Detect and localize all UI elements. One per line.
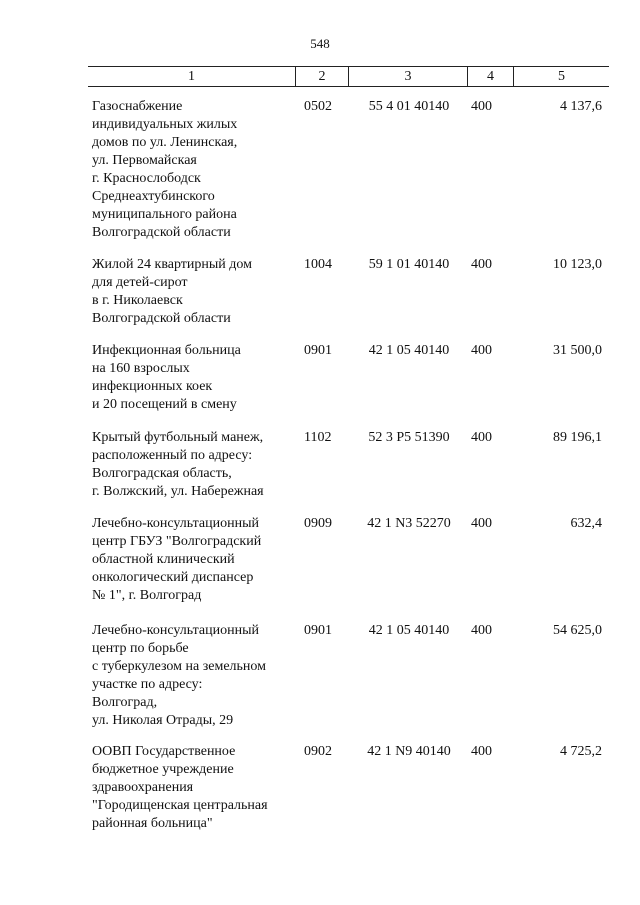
row-name: Лечебно-консультационный центр по борьбе с туберкулезом на земельном участке по адресу: Волгоград, ул. Николая Отрады, 29: [92, 623, 266, 728]
row-name: Жилой 24 квартирный дом для детей-сирот в г. Николаевск Волгоградской области: [92, 257, 252, 326]
row-amount: 4 725,2: [560, 744, 602, 759]
row-section-code: 0901: [304, 623, 332, 638]
row-amount: 632,4: [570, 516, 602, 531]
row-name: Инфекционная больница на 160 взрослых инфекционных коек и 20 посещений в смену: [92, 343, 241, 412]
row-section-code: 0902: [304, 744, 332, 759]
row-target-article: 42 1 05 40140: [368, 343, 450, 358]
column-header-5: 5: [513, 67, 609, 86]
row-amount: 89 196,1: [553, 430, 602, 445]
row-section-code: 0909: [304, 516, 332, 531]
row-expense-type: 400: [471, 257, 492, 272]
row-section-code: 1004: [304, 257, 332, 272]
column-header-3: 3: [348, 67, 467, 86]
row-target-article: 42 1 05 40140: [368, 623, 450, 638]
row-target-article: 42 1 N9 40140: [367, 744, 451, 759]
row-name: Лечебно-консультационный центр ГБУЗ "Волгоградский областной клинический онкологический диспансер № 1", г. Волгоград: [92, 516, 262, 603]
column-header-2: 2: [295, 67, 348, 86]
column-header-1: 1: [188, 69, 195, 84]
row-target-article: 52 3 P5 51390: [368, 430, 450, 445]
column-header-row: [88, 66, 609, 87]
row-section-code: 1102: [304, 430, 332, 445]
column-header-4: 4: [467, 67, 513, 86]
row-section-code: 0901: [304, 343, 332, 358]
row-name: ООВП Государственное бюджетное учреждение здравоохранения "Городищенская центральная районная больница": [92, 744, 268, 831]
row-amount: 10 123,0: [553, 257, 602, 272]
row-name: Газоснабжение индивидуальных жилых домов по ул. Ленинская, ул. Первомайская г. Краснослободск Среднеахтубинского муниципального района Волгоградской области: [92, 99, 238, 240]
row-expense-type: 400: [471, 99, 492, 114]
row-expense-type: 400: [471, 516, 492, 531]
row-amount: 4 137,6: [560, 99, 602, 114]
row-name: Крытый футбольный манеж, расположенный по адресу: Волгоградская область, г. Волжский, ул. Набережная: [92, 430, 264, 499]
row-expense-type: 400: [471, 744, 492, 759]
page-number: 548: [310, 36, 330, 51]
row-expense-type: 400: [471, 430, 492, 445]
row-amount: 54 625,0: [553, 623, 602, 638]
row-target-article: 59 1 01 40140: [368, 257, 450, 272]
row-target-article: 42 1 N3 52270: [367, 516, 451, 531]
row-section-code: 0502: [304, 99, 332, 114]
row-expense-type: 400: [471, 623, 492, 638]
row-expense-type: 400: [471, 343, 492, 358]
row-amount: 31 500,0: [553, 343, 602, 358]
row-target-article: 55 4 01 40140: [368, 99, 450, 114]
